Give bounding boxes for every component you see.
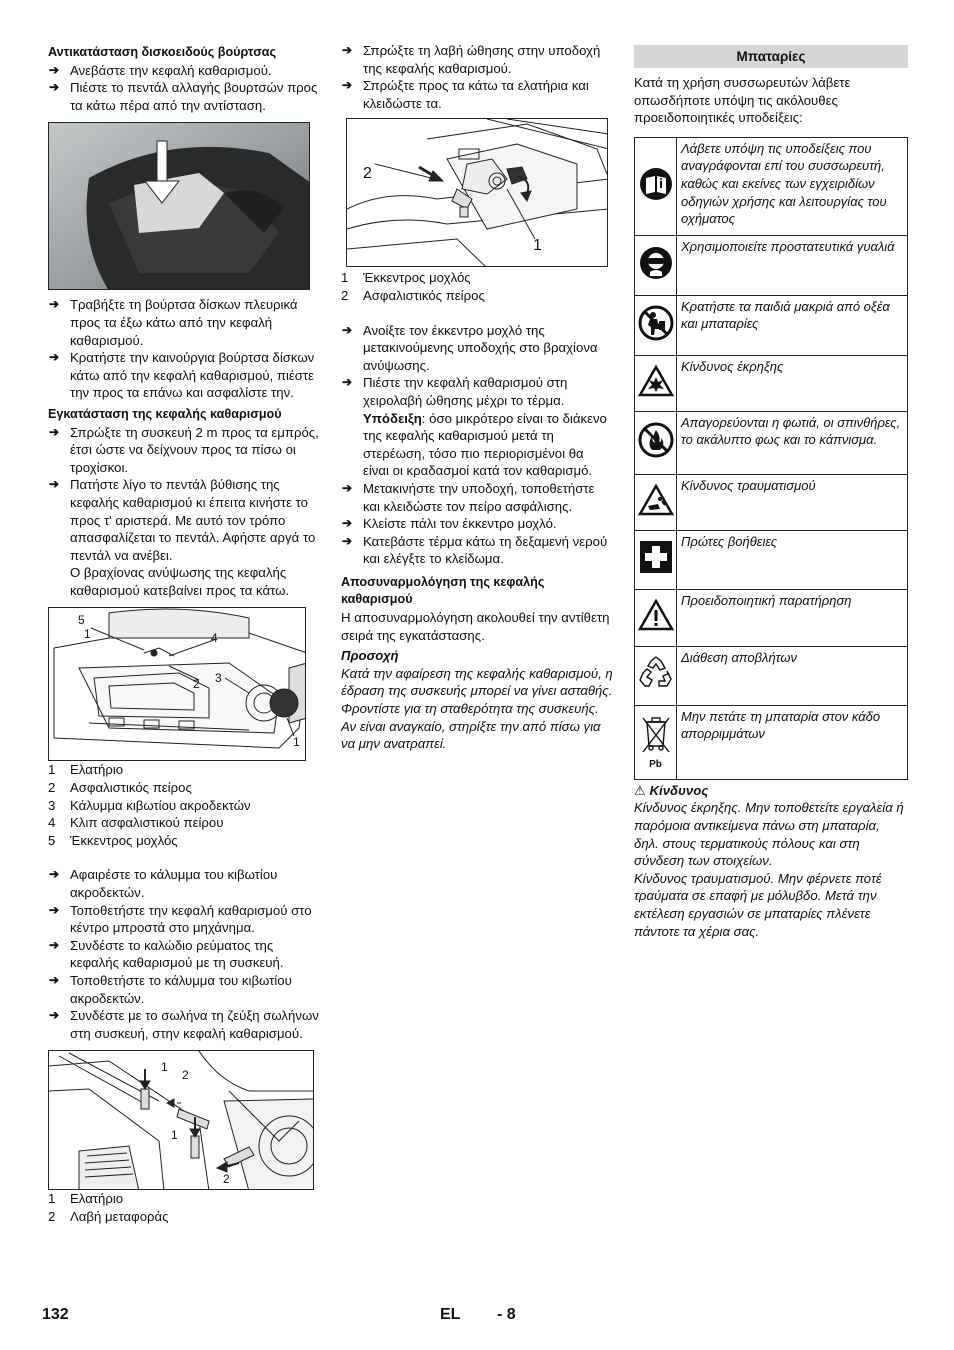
symbol-row bbox=[635, 646, 908, 705]
note-text: : όσο μικρότερο είναι το διάκενο της κεφαλής καθαρισμού μετά τη στερέωση, τόσο πιο περιορισμένοι θα είναι οι κραδασμοί κατά τον καθαρισμό. bbox=[363, 410, 607, 479]
legend-item: 3 Κάλυμμα κιβωτίου ακροδεκτών bbox=[48, 797, 251, 813]
recycling-icon bbox=[637, 679, 675, 694]
symbol-text: Χρησιμοποιείτε προστατευτικά γυαλιά bbox=[677, 235, 908, 295]
fig-label: 1 bbox=[84, 627, 91, 642]
step: ➔ Κλείστε πάλι τον έκκεντρο μοχλό. bbox=[341, 515, 613, 533]
legend-item: 1 Ελατήριο bbox=[48, 1191, 124, 1207]
explosion-icon bbox=[638, 385, 674, 400]
caution-heading: Προσοχή bbox=[341, 648, 399, 664]
heading-install-head: Εγκατάσταση της κεφαλής καθαρισμού bbox=[48, 406, 282, 421]
symbol-text: Μην πετάτε τη μπαταρία στον κάδο απορριμμάτων bbox=[677, 705, 908, 779]
corrosive-icon bbox=[638, 504, 674, 519]
step: ➔ Ανοίξτε τον έκκεντρο μοχλό της μετακινούμενης υποδοχής στο βραχίονα ανύψωσης. bbox=[341, 322, 613, 375]
paragraph: Η αποσυναρμολόγηση ακολουθεί την αντίθετη σειρά της εγκατάστασης. bbox=[341, 610, 610, 643]
paragraph: Ο βραχίονας ανύψωσης της κεφαλής καθαρισμού κατεβαίνει προς τα κάτω. bbox=[70, 565, 290, 598]
sub-page: - 8 bbox=[497, 1306, 516, 1323]
column-middle bbox=[341, 42, 613, 753]
pb-label: Pb bbox=[649, 758, 662, 770]
legend-item: 1 Ελατήριο bbox=[48, 762, 124, 778]
fig-label: 5 bbox=[78, 613, 85, 628]
danger-text: Κίνδυνος έκρηξης. Μην τοποθετείτε εργαλεία ή παρόμοια αντικείμενα πάνω στη μπαταρία, δηλ. στους τερματικούς πόλους και στη σύνδεση των στοιχείων. bbox=[634, 800, 904, 869]
symbol-text: Κίνδυνος έκρηξης bbox=[677, 355, 908, 411]
fig-label: 3 bbox=[215, 671, 222, 686]
step: ➔ Κρατήστε την καινούργια βούρτσα δίσκων κάτω από την κεφαλή καθαρισμού, πιέστε την προς τα επάνω και ασφαλίστε την. bbox=[48, 349, 320, 402]
step: ➔ Ανεβάστε την κεφαλή καθαρισμού. bbox=[48, 62, 320, 80]
note-label: Υπόδειξη bbox=[363, 410, 422, 426]
legend-item: 5 Έκκεντρος μοχλός bbox=[48, 832, 178, 848]
step: ➔ Σπρώξτε προς τα κάτω τα ελατήρια και κλειδώστε τα. bbox=[341, 77, 613, 112]
step: ➔ Κατεβάστε τέρμα κάτω τη δεξαμενή νερού και ελέγξτε το κλείδωμα. bbox=[341, 533, 613, 568]
warning-icon: ⚠ bbox=[634, 782, 646, 798]
symbol-text: Διάθεση αποβλήτων bbox=[677, 646, 908, 705]
legend-item: 2 Λαβή μεταφοράς bbox=[48, 1208, 169, 1224]
step: ➔ Πιέστε την κεφαλή καθαρισμού στη χειρολαβή ώθησης μέχρι το τέρμα. bbox=[341, 374, 613, 409]
fig-label: 2 bbox=[223, 1172, 230, 1187]
symbol-text: Κίνδυνος τραυματισμού bbox=[677, 474, 908, 530]
caution-text: Αν είναι αναγκαίο, στηρίξτε την από πίσω για να μην ανατραπεί. bbox=[341, 718, 601, 752]
danger-text: Κίνδυνος τραυματισμού. Μην φέρνετε ποτέ τραύματα σε επαφή με μόλυβδο. Μετά την εκτέλεση εργασιών σε μπαταρίες πλένετε πάντοτε τα χέρια σας. bbox=[634, 870, 882, 939]
battery-symbols-table bbox=[634, 137, 908, 780]
fig-label: 1 bbox=[533, 237, 542, 255]
symbol-row bbox=[635, 295, 908, 355]
fig-label: 1 bbox=[171, 1128, 178, 1143]
heading-replace-brush: Αντικατάσταση δισκοειδούς βούρτσας bbox=[48, 45, 277, 59]
step: ➔ Αφαιρέστε το κάλυμμα του κιβωτίου ακροδεκτών. bbox=[48, 866, 320, 901]
symbol-row bbox=[635, 411, 908, 474]
symbol-row bbox=[635, 705, 908, 779]
step: ➔ Τοποθετήστε την κεφαλή καθαρισμού στο κέντρο μπροστά στο μηχάνημα. bbox=[48, 902, 320, 937]
no-fire-icon bbox=[638, 446, 674, 461]
danger-heading: ⚠ Κίνδυνος bbox=[634, 782, 709, 798]
legend-item: 1 Έκκεντρος μοχλός bbox=[341, 270, 471, 286]
symbol-text: Λάβετε υπόψη τις υποδείξεις που αναγράφονται επί του συσσωρευτή, καθώς και εκείνες των εγχειριδίων οδηγιών χρήσης και λειτουργίας του οχήματος bbox=[677, 137, 908, 235]
fig-label: 1 bbox=[293, 735, 300, 750]
note bbox=[341, 410, 613, 480]
drawing-hose-connection bbox=[48, 1050, 314, 1190]
first-aid-icon bbox=[639, 562, 673, 577]
symbol-row bbox=[635, 137, 908, 235]
step: ➔ Τραβήξτε τη βούρτσα δίσκων πλευρικά προς τα έξω κάτω από την κεφαλή καθαρισμού. bbox=[48, 296, 320, 349]
symbol-row bbox=[635, 474, 908, 530]
language-code: EL bbox=[440, 1306, 461, 1323]
heading-disassembly: Αποσυναρμολόγηση της κεφαλής καθαρισμού bbox=[341, 574, 545, 607]
symbol-text: Προειδοποιητική παρατήρηση bbox=[677, 589, 908, 646]
paragraph: Κατά τη χρήση συσσωρευτών λάβετε οπωσδήποτε υπόψη τις ακόλουθες προειδοποιητικές υποδείξεις: bbox=[634, 75, 851, 126]
symbol-row bbox=[635, 589, 908, 646]
step: ➔ Μετακινήστε την υποδοχή, τοποθετήστε και κλειδώστε τον πείρο ασφάλισης. bbox=[341, 480, 613, 515]
caution-text: Κατά την αφαίρεση της κεφαλής καθαρισμού, η έδραση της συσκευής μπορεί να γίνει ασταθής. Φροντίστε για τη σταθερότητα της συσκευής. bbox=[341, 665, 613, 717]
crossed-bin-icon bbox=[639, 742, 673, 757]
step: ➔ Πατήστε λίγο το πεντάλ βύθισης της κεφαλής καθαρισμού κι έπειτα κινήστε το προς τ' αριστερά. Με αυτό τον τρόπο απασφαλίζεται το πεντάλ. Αφήστε αργά το πεντάλ να ανέβει. bbox=[48, 476, 320, 564]
legend-item: 4 Κλιπ ασφαλιστικού πείρου bbox=[48, 815, 224, 831]
goggles-icon bbox=[639, 268, 673, 283]
symbol-text: Πρώτες βοήθειες bbox=[677, 530, 908, 589]
warning-icon bbox=[638, 619, 674, 634]
step: ➔ Σπρώξτε τη λαβή ώθησης στην υποδοχή της κεφαλής καθαρισμού. bbox=[341, 42, 613, 77]
symbol-row bbox=[635, 355, 908, 411]
step: ➔ Συνδέστε με το σωλήνα τη ζεύξη σωλήνων στη συσκευή, στην κεφαλή καθαρισμού. bbox=[48, 1007, 320, 1042]
section-heading-batteries: Μπαταρίες bbox=[634, 45, 908, 68]
page-number: 132 bbox=[42, 1306, 69, 1323]
symbol-text: Απαγορεύονται η φωτιά, οι σπινθήρες, το ακάλυπτο φως και το κάπνισμα. bbox=[677, 411, 908, 474]
drawing-eccentric-lever bbox=[346, 118, 608, 267]
step: ➔ Συνδέστε το καλώδιο ρεύματος της κεφαλής καθαρισμού με τη συσκευή. bbox=[48, 937, 320, 972]
fig-label: 1 bbox=[161, 1060, 168, 1075]
symbol-row bbox=[635, 235, 908, 295]
fig-label: 4 bbox=[211, 631, 218, 646]
manual-icon bbox=[639, 189, 673, 204]
legend-item: 2 Ασφαλιστικός πείρος bbox=[341, 287, 485, 303]
step: ➔ Πιέστε το πεντάλ αλλαγής βουρτσών προς τα κάτω πέρα από την αντίσταση. bbox=[48, 79, 320, 114]
drawing-brush-head-parts bbox=[48, 607, 306, 761]
step: ➔ Σπρώξτε τη συσκευή 2 m προς τα εμπρός, έτσι ώστε να δείχνουν προς τα πίσω οι τροχίσκοι. bbox=[48, 424, 320, 477]
column-right bbox=[634, 45, 908, 940]
fig-label: 2 bbox=[182, 1068, 189, 1083]
column-left bbox=[48, 42, 320, 1226]
legend-item: 2 Ασφαλιστικός πείρος bbox=[48, 780, 192, 796]
fig-label: 2 bbox=[193, 677, 200, 692]
symbol-row bbox=[635, 530, 908, 589]
keep-children-away-icon bbox=[638, 329, 674, 344]
symbol-text: Κρατήστε τα παιδιά μακριά από οξέα και μπαταρίες bbox=[677, 295, 908, 355]
fig-label: 2 bbox=[363, 165, 372, 183]
photo-brush-pedal bbox=[48, 122, 310, 290]
step: ➔ Τοποθετήστε το κάλυμμα του κιβωτίου ακροδεκτών. bbox=[48, 972, 320, 1007]
